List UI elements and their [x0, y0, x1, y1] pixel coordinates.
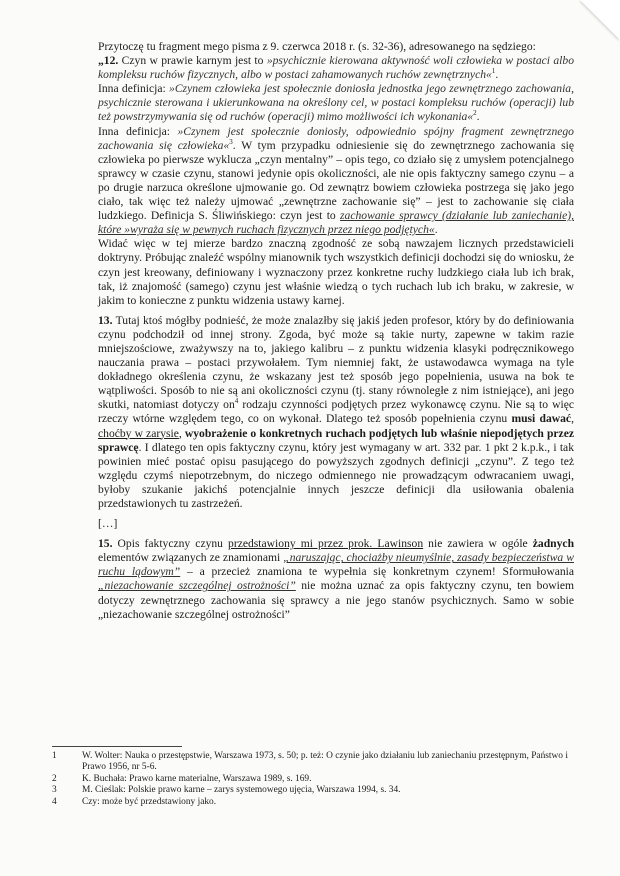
text: Tutaj ktoś mógłby podnieść, że może znalazłby się jakiś jeden profesor, który by do definiowania czynu podchodził od innej strony. Zgoda, być może są takie nurty, zapewne w takim razie mniejszościowe, zważywszy na to, jakiego kalibru – z punktu widzenia klasyki podręcznikowego nauczania prawa – postaci przywołałem. Tym niemniej fakt, że ustawodawca wymaga na tyle dokładnego określenia czynu, że wskazany jest też sposób jego popełnienia, usuwa na bok te wątpliwości. Sposób to nie są ani okoliczności czynu (tj. stany równoległe z nim istniejące), ani jego skutki, natomiast dotyczy on — [98, 313, 574, 412]
footnote-text: W. Wolter: Nauka o przestępstwie, Warszawa 1973, s. 50; p. też: O czynie jako działaniu lub zaniechaniu przestępnym, Państwo i Prawo 1956, nr 5-6. — [82, 751, 568, 773]
underlined-text: choćby w zarysie — [98, 426, 179, 440]
section-15-text — [98, 537, 574, 622]
footnote-ref: 4 — [234, 397, 239, 406]
quote-italic: „naruszając, chociażby nieumyślnie, zasady bezpieczeństwa w ruchu lądowym” — [98, 551, 574, 579]
quote-italic: »Czynem jest społecznie doniosły, odpowiednio spójny fragment zewnętrznego zachowania się człowieka« — [98, 124, 574, 152]
bold-text: musi dawać — [511, 412, 572, 426]
section-number: 13. — [98, 313, 113, 327]
summary-paragraph: Widać więc w tej mierze bardzo znaczną zgodność ze sobą nawzajem licznych przedstawicieli doktryny. Próbując znaleźć wspólny mianownik tych wszystkich definicji dochodzi się do wniosku, że czyn jest kreowany, definiowany i wyznaczony przez konkretne ruchy ludzkiego ciała lub ich brak, tak, iż znajomość (samego) czynu jest właśnie wiedzą o tych ruchach lub ich braku, w zakresie, w jakim to konieczne z punktu widzenia ustawy karnej. — [98, 237, 574, 307]
footnote-number: 4 — [52, 796, 57, 807]
text: elementów związanych ze znamionami — [98, 551, 284, 565]
text: . — [495, 68, 499, 82]
footnote-ref: 2 — [473, 109, 477, 118]
underlined-quote: zachowanie sprawcy (działanie lub zaniechanie), które »wyraża się w pewnych ruchach fizycznych przez niego podjętych« — [98, 209, 574, 237]
definition-1 — [98, 54, 574, 82]
footnote-text: M. Cieślak: Polskie prawo karne – zarys systemowego ujęcia, Warszawa 1994, s. 34. — [82, 785, 401, 796]
footnote — [52, 774, 572, 785]
text: – a przecież znamiona te wypełnia się konkretnym czynem! Sformułowania — [180, 565, 574, 579]
section-12 — [98, 54, 574, 308]
bold-text: wyobrażenie o konkretnych ruchach podjętych lub właśnie niepodjętych przez sprawcę — [98, 426, 574, 454]
text: nie można uznać za opis faktyczny czynu, ten bowiem dotyczy zewnętrznego zachowania się sprawcy a nie jego stanów psychicznych. Samo w sobie „niezachowanie szczególnej ostrożności” — [98, 579, 575, 621]
underlined-text: przedstawiony mi przez prok. Lawinson — [228, 537, 424, 551]
text: . W tym przypadku odniesienie się do zewnętrznego zachowania się człowieka po pierwsze wyklucza „czyn mentalny” – opis tego, co działo się z umysłem potencjalnego sprawcy w czasie czynu, stanowi jedynie opis okoliczności, ale nie opis faktyczny samego czynu – a po drugie narzuca określone ujmowanie go. Od zewnątrz bowiem człowieka postrzega się jako jego ciało, tak więc też należy ujmować „zewnętrzne zachowanie się” – jest to zachowanie się ciała ludzkiego. Definicja S. Śliwińskiego: czyn jest to — [98, 138, 574, 223]
footnotes — [52, 751, 572, 808]
section-13-text — [98, 314, 574, 511]
section-13 — [98, 314, 574, 511]
footnote-number: 1 — [52, 751, 57, 761]
footnote-text: K. Buchała: Prawo karne materialne, Warszawa 1989, s. 169. — [82, 773, 312, 784]
omission-mark: […] — [98, 517, 118, 531]
bold-text: żadnych — [532, 537, 575, 551]
text: , — [571, 412, 574, 426]
text: Opis faktyczny czynu — [112, 537, 229, 551]
intro-paragraph — [52, 40, 574, 54]
text: rodzaju czynności podjętych przez wykonawcę czynu. Nie są to więc rzeczy wtórne względem tego, co on wykonał. Dlatego też sposób popełnienia czynu — [98, 398, 574, 426]
footnote — [52, 797, 572, 808]
text: . I dlatego ten opis faktyczny czynu, który jest wymagany w art. 332 par. 1 pkt 2 k.p.k., i tak powinien mieć postać opisu pasującego do powyższych zgodnych definicji „czynu”. Z tego też względu czymś niepotrzebnym, do niczego odmiennego nie prowadzącym odwracaniem uwagi, byłoby szukanie jakichś potencjalnie innych jeszcze definicji dla usiłowania obalenia przedstawionych tu zastrzeżeń. — [98, 440, 574, 510]
text: Czyn w prawie karnym jest to — [121, 54, 267, 68]
footnote — [52, 751, 572, 774]
text: . — [476, 110, 480, 124]
footnote-text: Czy: może być przedstawiony jako. — [82, 796, 217, 807]
text: , — [178, 426, 185, 440]
quote-italic: „niezachowanie szczególnej ostrożności” — [98, 579, 296, 593]
document-body — [52, 40, 574, 622]
text: Inna definicja: — [98, 124, 178, 138]
footnote-divider — [52, 746, 182, 747]
text: Inna definicja: — [98, 82, 170, 96]
definition-3 — [98, 125, 574, 238]
footnote-ref: 3 — [229, 137, 233, 146]
intro-text-cont: sędziego: — [492, 40, 536, 53]
footnote-ref: 1 — [491, 67, 496, 76]
definition-2 — [98, 82, 574, 124]
intro-text: Przytoczę tu fragment mego pisma z 9. czerwca 2018 r. (s. 32-36), adresowanego na — [98, 40, 490, 53]
folded-corner — [580, 0, 620, 40]
footnote-number: 2 — [52, 773, 57, 784]
text: . — [434, 223, 438, 237]
footnote-number: 3 — [52, 785, 57, 796]
section-number: 15. — [98, 537, 113, 551]
quote-italic: »Czynem człowieka jest społecznie doniosła jednostka jego zewnętrznego zachowania, psychicznie sterowana i ukierunkowana na określony cel, w postaci kompleksu ruchów (operacji) lub też powstrzymywania się od ruchów (operacji) mimo możliwości ich wykonania« — [98, 82, 574, 124]
footnote — [52, 785, 572, 796]
quote-italic: »psychicznie kierowana aktywność woli człowieka w postaci albo kompleksu ruchów fizycznych, albo w postaci zahamowanych ruchów zewnętrznych« — [98, 54, 574, 82]
section-number: „12. — [98, 54, 119, 68]
section-15 — [98, 537, 574, 622]
text: nie zawiera w ogóle — [423, 537, 533, 551]
